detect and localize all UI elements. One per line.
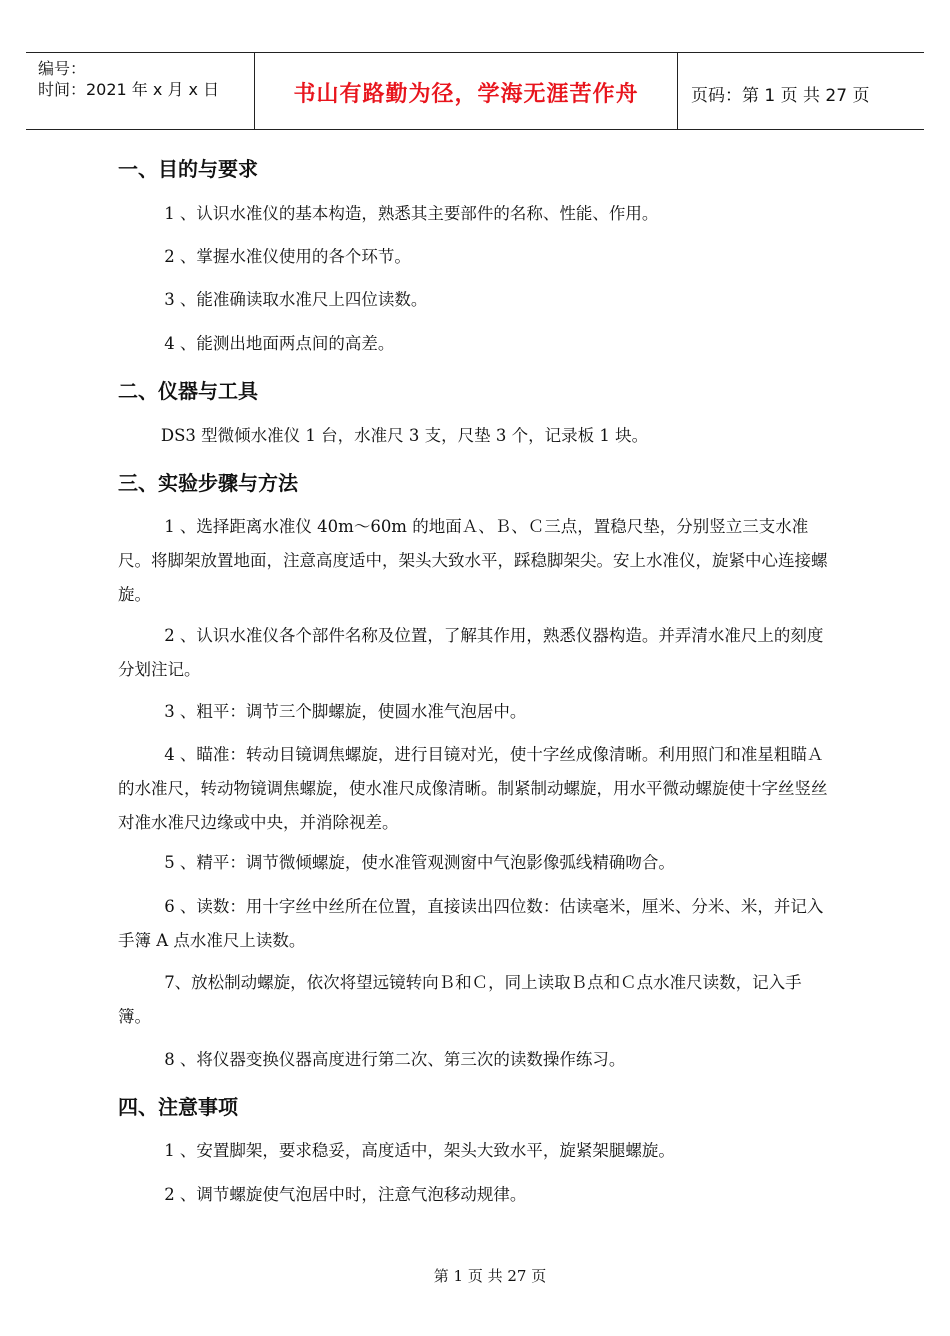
paragraph: 4 、瞄准：转动目镜调焦螺旋，进行目镜对光，使十字丝成像清晰。利用照门和准星粗瞄Ａ的水准尺，转动物镜调焦螺旋，使水准尺成像清晰。制紧制动螺旋，用水平微动螺旋使十字丝竖丝对准水准尺边缘或中央，并消除视差。 bbox=[118, 745, 828, 832]
paragraph: 3 、能准确读取水准尺上四位读数。 bbox=[164, 290, 428, 309]
paragraph: DS3 型微倾水准仪 1 台，水准尺 3 支，尺垫 3 个，记录板 1 块。 bbox=[160, 426, 649, 445]
paragraph: 4 、能测出地面两点间的高差。 bbox=[164, 334, 395, 353]
section-title-notes: 四、注意事项 bbox=[118, 1095, 238, 1119]
section-title-instruments: 二、仪器与工具 bbox=[118, 379, 258, 403]
paragraph: 1 、认识水准仪的基本构造，熟悉其主要部件的名称、性能、作用。 bbox=[164, 204, 659, 223]
document-number-label: 编号： bbox=[38, 59, 87, 78]
paragraph: 8 、将仪器变换仪器高度进行第二次、第三次的读数操作练习。 bbox=[164, 1050, 626, 1069]
paragraph: 2 、认识水准仪各个部件名称及位置，了解其作用，熟悉仪器构造。并弄清水准尺上的刻度分划注记。 bbox=[118, 626, 824, 679]
header-motto-cell bbox=[255, 53, 678, 129]
page-footer: 第 1 页 共 27 页 bbox=[433, 1267, 547, 1285]
paragraph: 1 、安置脚架，要求稳妥，高度适中，架头大致水平，旋紧架腿螺旋。 bbox=[164, 1141, 675, 1160]
header-motto: 书山有路勤为径，学海无涯苦作舟 bbox=[293, 82, 639, 107]
paragraph: 1 、选择距离水准仪 40m～60m 的地面Ａ、Ｂ、Ｃ三点，置稳尺垫，分别竖立三支水准尺。将脚架放置地面，注意高度适中，架头大致水平，踩稳脚架尖。安上水准仪，旋紧中心连接螺旋。 bbox=[118, 517, 828, 604]
header-page-info: 页码：第 1 页 共 27 页 bbox=[691, 86, 870, 106]
paragraph: 2 、调节螺旋使气泡居中时，注意气泡移动规律。 bbox=[164, 1185, 527, 1204]
section-title-steps: 三、实验步骤与方法 bbox=[118, 471, 298, 495]
paragraph: 6 、读数：用十字丝中丝所在位置，直接读出四位数：估读毫米，厘米、分米、米，并记入手簿 A 点水准尺上读数。 bbox=[118, 897, 824, 950]
section-title-purpose: 一、目的与要求 bbox=[118, 157, 258, 181]
paragraph: 3 、粗平：调节三个脚螺旋，使圆水准气泡居中。 bbox=[164, 702, 527, 721]
header-page-cell bbox=[679, 53, 924, 129]
paragraph: 7、放松制动螺旋，依次将望远镜转向Ｂ和Ｃ，同上读取Ｂ点和Ｃ点水准尺读数，记入手簿。 bbox=[118, 973, 802, 1026]
paragraph: 5 、精平：调节微倾螺旋，使水准管观测窗中气泡影像弧线精确吻合。 bbox=[164, 853, 675, 872]
document-time-label: 时间：2021 年 x 月 x 日 bbox=[38, 80, 220, 99]
paragraph: 2 、掌握水准仪使用的各个环节。 bbox=[164, 247, 411, 266]
header-meta-cell bbox=[26, 53, 255, 129]
document-header bbox=[26, 52, 924, 130]
